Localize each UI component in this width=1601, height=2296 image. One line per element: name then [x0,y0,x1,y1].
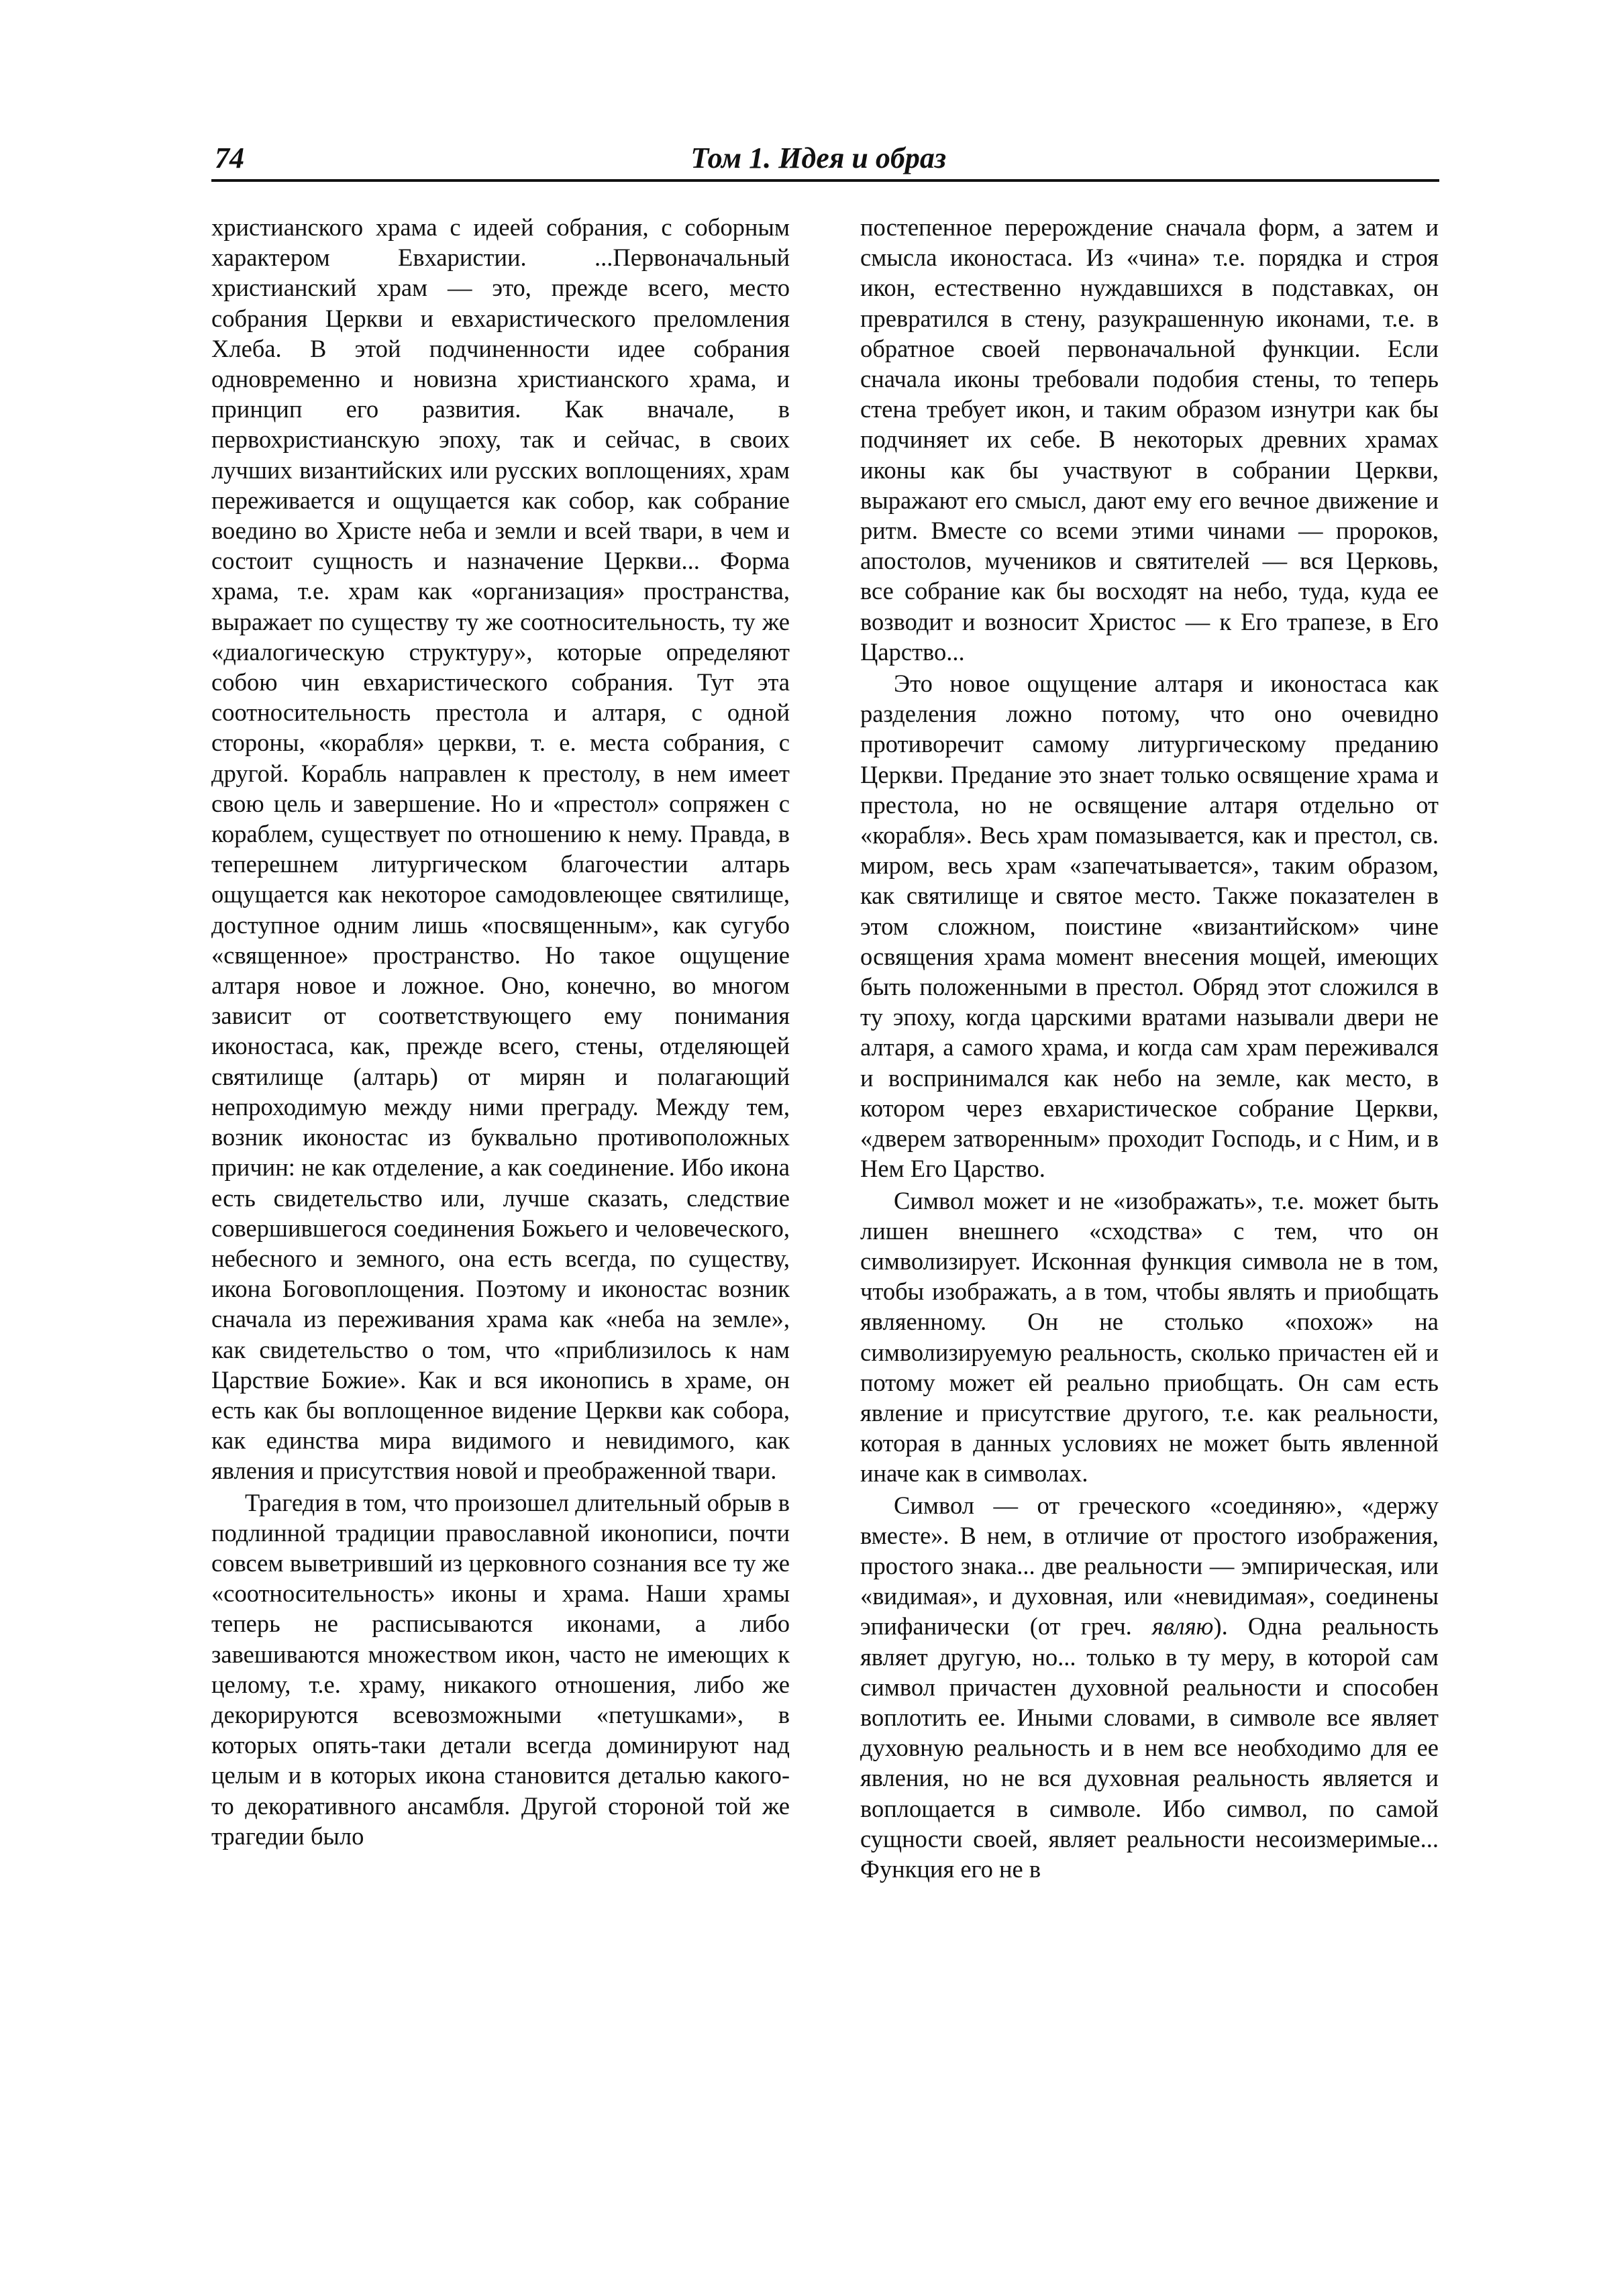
paragraph: Это новое ощущение алтаря и иконостаса как разделения ложно потому, что оно очевидно противоречит самому литургическому преданию Церкви. Предание это знает только освящение храма и престола, но не освящение алтаря отдельно от «корабля». Весь храм помазывается, как и престол, св. миром, весь храм «запечатывается», таким образом, как святилище и святое место. Также показателен в этом сложном, поистине «византийском» чине освящения храма момент внесения мощей, имеющих быть положенными в престол. Обряд этот сложился в ту эпоху, когда царскими вратами называли двери не алтаря, а самого храма, и когда сам храм переживался и воспринимался как небо на земле, как место, в котором через евхаристическое собрание Церкви, «дверем затворенным» проходит Господь, и с Ним, и в Нем Его Царство. [860,670,1439,1183]
paragraph: постепенное перерождение сначала форм, а затем и смысла иконостаса. Из «чина» т.е. порядка и строя икон, естественно нуждавшихся в подставках, он превратился в стену, разукрашенную иконами, т.е. в обратное своей первоначальной функции. Если сначала иконы требовали подобия стены, то теперь стена требует икон, и таким образом изнутри как бы подчиняет их себе. В некоторых древних храмах иконы как бы участвуют в собрании Церкви, выражают его смысл, дают ему его вечное движение и ритм. Вместе со всеми этими чинами — пророков, апостолов, мучеников и святителей — вся Церковь, все собрание как бы восходят на небо, туда, куда ее возводит и возносит Христос — к Его трапезе, в Его Царство... [860,213,1439,666]
left-column [211,212,790,1851]
page-header [211,138,1439,182]
paragraph-text: Символ — от греческого «соединяю», «держу вместе». В нем, в отличие от простого изображения, простого знака... две реальности — эмпирическая, или «видимая», и духовная, или «невидимая», соединены эпифанически (от греч. [860,1491,1439,1640]
page-number: 74 [215,142,244,174]
paragraph: Трагедия в том, что произошел длительный обрыв в подлинной традиции православной иконописи, почти совсем выветривший из церковного сознания все ту же «соотносительность» иконы и храма. Наши храмы теперь не расписываются иконами, а либо завешиваются множеством икон, часто не имеющих к целому, т.е. храму, никакого отношения, либо же декорируются всевозможными «петушками», в которых опять-таки детали всегда доминируют над целым и в которых икона становится деталью какого-то декоративного ансамбля. Другой стороной той же трагедии было [211,1488,790,1850]
running-title: Том 1. Идея и образ [690,142,946,174]
right-column [860,212,1439,1884]
italic-term: являю [1151,1612,1214,1640]
paragraph-text: ). Одна реальность являет другую, но... только в ту меру, в которой сам символ причастен духовной реальности и способен воплотить ее. Иными словами, в символе все являет духовную реальность и в нем все необходимо для ее явления, но не вся духовная реальность является и воплощается в символе. Ибо символ, по самой сущности своей, являет реальности несоизмеримые... Функция его не в [860,1612,1439,1883]
paragraph: христианского храма с идеей собрания, с соборным характером Евхаристии. ...Первоначальный христианский храм — это, прежде всего, место собрания Церкви и евхаристического преломления Хлеба. В этой подчиненности идее собрания одновременно и новизна христианского храма, и принцип его развития. Как вначале, в первохристианскую эпоху, так и сейчас, в своих лучших византийских или русских воплощениях, храм переживается и ощущается как собор, как собрание воедино во Христе неба и земли и всей твари, в чем и состоит сущность и назначение Церкви... Форма храма, т.е. храм как «организация» пространства, выражает по существу ту же соотносительность, ту же «диалогическую структуру», которые определяют собою чин евхаристического собрания. Тут эта соотносительность престола и алтаря, с одной стороны, «корабля» церкви, т. е. места собрания, с другой. Корабль направлен к престолу, в нем имеет свою цель и завершение. Но и «престол» сопряжен с кораблем, существует по отношению к нему. Правда, в теперешнем литургическом благочестии алтарь ощущается как некоторое самодовлеющее святилище, доступное одним лишь «посвященным», как сугубо «священное» пространство. Но такое ощущение алтаря новое и ложное. Оно, конечно, во многом зависит от соответствующего ему понимания иконостаса, как, прежде всего, стены, отделяющей святилище (алтарь) от мирян и полагающий непроходимую между ними преграду. Между тем, возник иконостас из буквально противоположных причин: не как отделение, а как соединение. Ибо икона есть свидетельство или, лучше сказать, следствие совершившегося соединения Божьего и человеческого, небесного и земного, она есть всегда, по существу, икона Боговоплощения. Поэтому и иконостас возник сначала из переживания храма как «неба на земле», как свидетельство о том, что «приблизилось к нам Царствие Божие». Как и вся иконопись в храме, он есть как бы воплощенное видение Церкви как собора, как единства мира видимого и невидимого, как явления и присутствия новой и преображенной твари. [211,213,790,1485]
paragraph [860,1490,1439,1885]
paragraph: Символ может и не «изображать», т.е. может быть лишен внешнего «сходства» с тем, что он символизирует. Исконная функция символа не в том, чтобы изображать, а в том, чтобы являть и приобщать являенному. Он не столько «похож» на символизируемую реальность, сколько причастен ей и потому может ей реально приобщать. Он сам есть явление и присутствие другого, т.е. как реальности, которая в данных условиях не может быть явленной иначе как в символах. [860,1186,1439,1488]
